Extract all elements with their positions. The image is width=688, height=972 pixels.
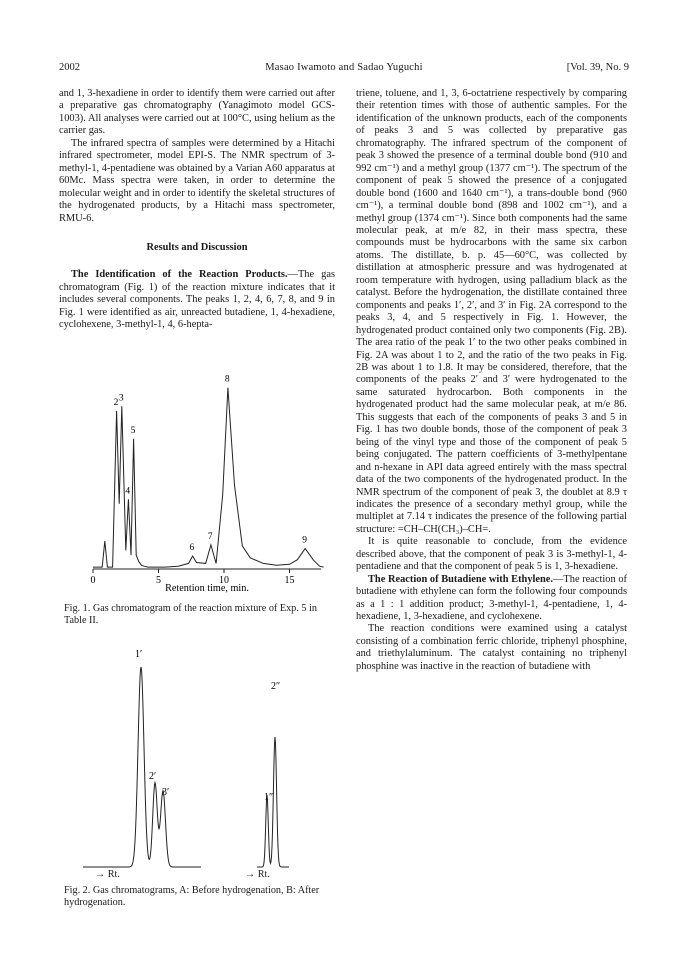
fig2-a-arrow: → Rt. <box>95 869 120 880</box>
subsection-text: —The gas chromatogram (Fig. 1) of the reaction mixture indicates that it includes several components. The peaks 1, 2, 4, 6, 7, 8, and 9 in Fig. 1 were identified as air, unreacted butadiene, 1, 4-hexadiene, cyclohexene, 3-methyl-1, 4, 6-hepta- <box>59 269 335 331</box>
peak-label-3prime: 3′ <box>162 787 170 798</box>
page-header <box>59 62 629 76</box>
paragraph: It is quite reasonable to conclude, from the evidence described above, that the component of peak 3 is 3-methyl-1, 4-pentadiene and that the component of peak 5 is 1, 3-hexadiene. <box>356 536 627 573</box>
fig2-b-arrow: → Rt. <box>245 869 270 880</box>
x-tick-label: 0 <box>90 575 96 586</box>
figure-1-chromatogram <box>59 353 335 593</box>
peak-label-1prime: 1′ <box>135 649 143 660</box>
peak-label: 6 <box>189 542 195 553</box>
peak-label: 7 <box>207 531 213 542</box>
figure-2 <box>59 645 335 930</box>
paragraph: and 1, 3-hexadiene in order to identify them were carried out after a preparative gas chromatography (Yanagimoto model GCS-1003). All analyses were carried out at 100°C, using helium as the carrier gas. <box>59 88 335 137</box>
peak-label: 2 <box>113 397 119 408</box>
peak-label-group <box>114 375 308 553</box>
peak-label: 4 <box>125 486 131 497</box>
figure-2-chromatograms <box>59 645 335 885</box>
peak-label-1dprime: 1″ <box>264 792 274 803</box>
peak-label-2prime: 2′ <box>149 771 157 782</box>
subsection-heading: The Reaction of Butadiene with Ethylene. <box>368 573 554 585</box>
figure-1-caption: Fig. 1. Gas chromatogram of the reaction mixture of Exp. 5 in Table II. <box>64 603 317 627</box>
x-axis-label: Retention time, min. <box>165 583 249 593</box>
x-tick-label: 10 <box>219 575 229 586</box>
peak-label: 9 <box>302 535 307 546</box>
page-number: 2002 <box>59 62 80 73</box>
paragraph: The infrared spectra of samples were determined by a Hitachi infrared spectrometer, model EPI-S. The NMR spectrum of 3-methyl-1, 4-pentadiene was obtained by a Varian A60 apparatus at 60Mc. Mass spectra were taken, in order to determine the molecular weight and in order to identify the skeletal structures of the hydrogenated products, by a Hitachi mass spectrometer, RMU-6. <box>59 137 335 224</box>
left-column <box>59 88 335 332</box>
paragraph <box>59 269 335 331</box>
subsection-heading: The Identification of the Reaction Products. <box>71 269 288 281</box>
subsection-text: —The reaction of butadiene with ethylene can form the following four compounds as a 1 : 1 addition product; 3-methyl-1, 4-pentadiene, 1, 4-hexadiene, 1, 3-hexadiene, and cyclohexene. <box>356 573 627 623</box>
peak-label-2dprime: 2″ <box>271 681 281 692</box>
peak-label: 5 <box>130 425 136 436</box>
volume-info: [Vol. 39, No. 9 <box>566 62 629 73</box>
paragraph: The reaction conditions were examined using a catalyst consisting of a combination ferric chloride, triphenyl phosphine, and triethylaluminum. The catalyst containing no triphenyl phosphine was inactive in the reaction of butadiene with <box>356 623 627 672</box>
right-column <box>356 88 627 673</box>
section-heading: Results and Discussion <box>146 241 248 253</box>
figure-2-caption: Fig. 2. Gas chromatograms, A: Before hydrogenation, B: After hydrogenation. <box>64 885 320 909</box>
running-authors: Masao Iwamoto and Sadao Yuguchi <box>265 62 423 73</box>
x-tick-label: 5 <box>156 575 161 586</box>
trace-a <box>83 667 201 867</box>
figure-1 <box>59 353 335 627</box>
peak-label: 8 <box>224 374 230 385</box>
x-tick-label: 15 <box>284 575 295 586</box>
paragraph: triene, toluene, and 1, 3, 6-octatriene respectively by comparing their retention times with those of authentic samples. For the identification of the unknown products, each of the components of peaks 3 and 5 was collected by preparative gas chromatography. The infrared spectrum of the component of peak 3 showed the presence of a terminal double bond (910 and 992 cm⁻¹) and a methyl group (1377 cm⁻¹). The spectrum of the component of peak 5 showed the presence of a conjugated double bond (1600 and 1640 cm⁻¹), a trans-double bond (960 cm⁻¹), a terminal double bond (898 and 1002 cm⁻¹), and a methyl group (1374 cm⁻¹). Since both components had the same molecular peak, at m/e 82, in their mass spectra, these compounds must be hydrocarbons with the same six carbon atoms. The distillate, b. p. 45—60°C, was collected by distillation at atmospheric pressure and was hydrogenated at room temperature with hydrogen, using palladium black as the catalyst. Before the hydrogenation, the distillate contained three components and peaks 1′, 2′, and 3′ in Fig. 2A correspond to the peaks 3, 4, and 5 respectively in Fig. 1. However, the hydrogenated product contained only two components (Fig. 2B). The area ratio of the peak 1′ to the two other peaks combined in Fig. 2A was about 1 to 2, and the ratio of the two peaks in Fig. 2B was about 1 to 1.8. It may be considered, therefore, that the components of the peaks 2′ and 3′ were hydrogenated to the same saturated hydrocarbon. Both components in the hydrogenated product had the same molecular peak, at m/e 86. This suggests that each of the components of peaks 3 and 5 in Fig. 1 has two double bonds, those of the component of peak 3 being of the vinyl type and those of the component of peak 5 being conjugated. The pattern coefficients of 3-methylpentane and n-hexane in API data agreed entirely with the mass spectral data of the two components of the hydrogenated product. In the NMR spectrum of the component of peak 3, the doublet at 8.9 τ indicates the presence of a secondary methyl group, while the multiplet at 7.14 τ indicates the presence of the following partial structure: =CH–CH(CH₃)–CH=. <box>356 88 627 535</box>
paragraph <box>356 574 627 624</box>
peak-label: 3 <box>118 393 124 404</box>
